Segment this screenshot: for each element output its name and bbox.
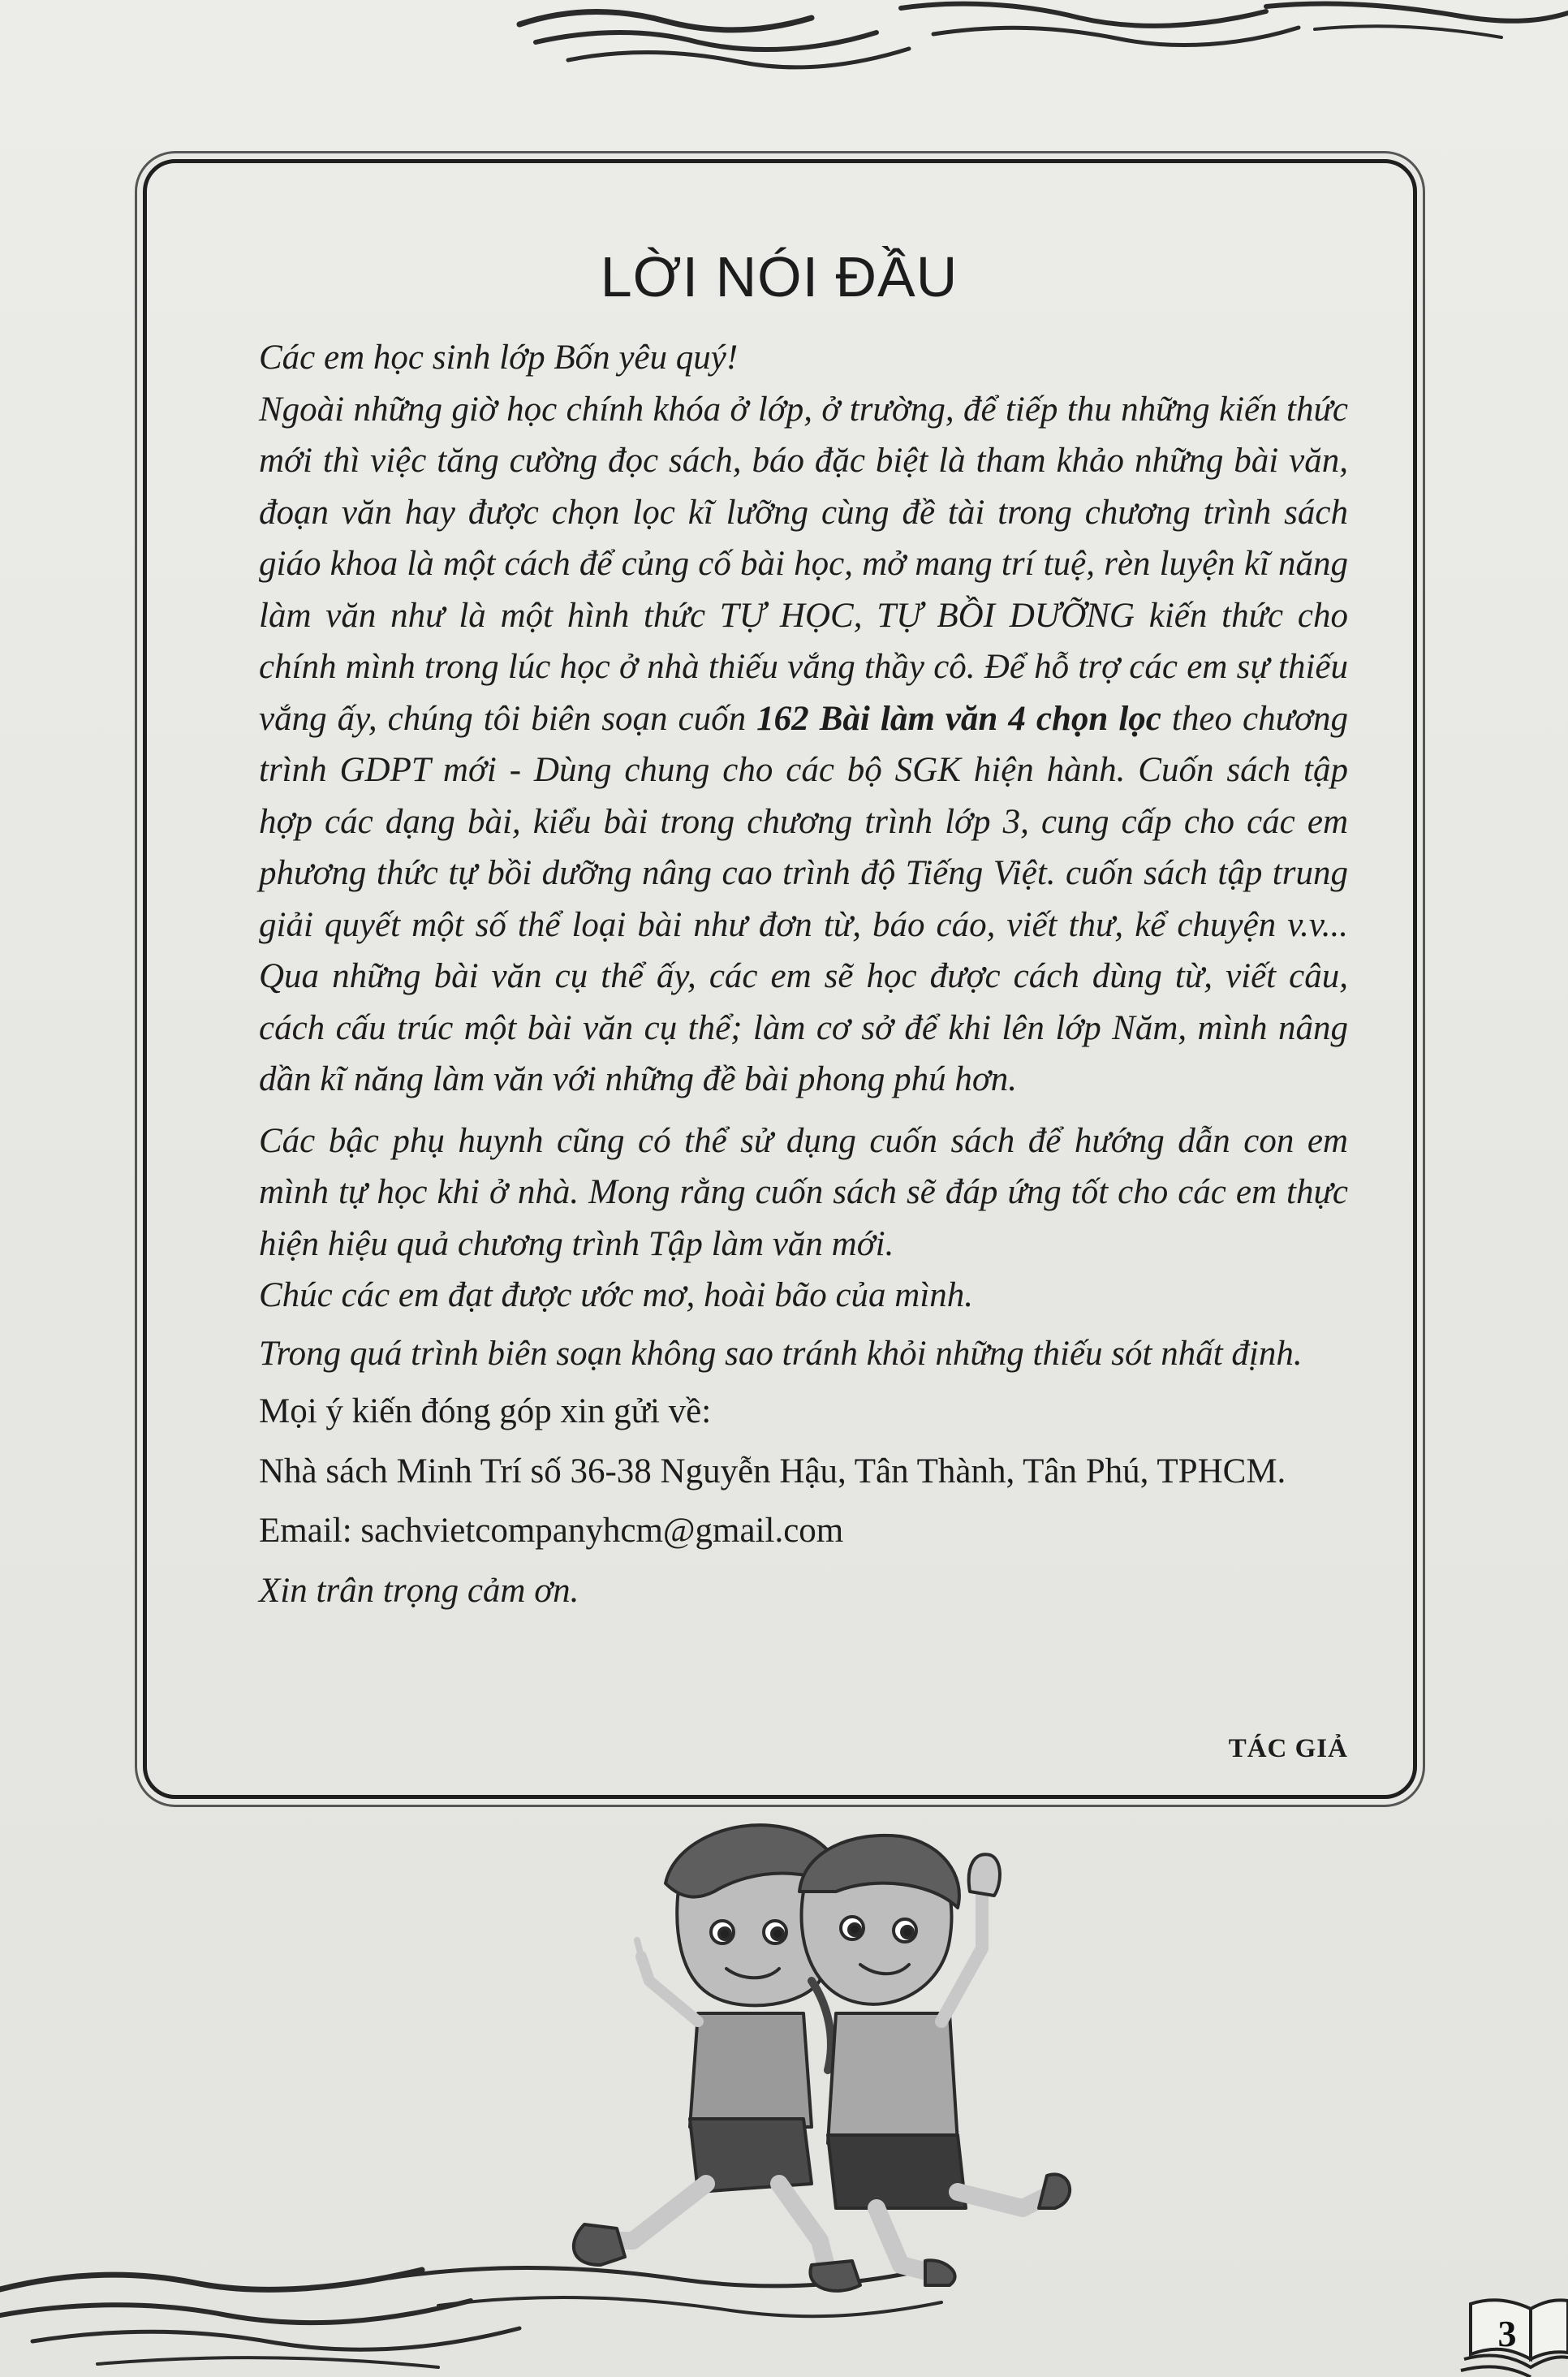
apology-line: Trong quá trình biên soạn không sao tránh khỏi những thiếu sót nhất định. <box>259 1334 1303 1373</box>
bottom-wave-ornament <box>0 2267 941 2367</box>
feedback-intro: Mọi ý kiến đóng góp xin gửi về: <box>259 1392 712 1430</box>
thanks-line: Xin trân trọng cảm ơn. <box>259 1571 579 1610</box>
top-wave-ornament <box>519 3 1568 67</box>
page-title: LỜI NÓI ĐẦU <box>600 245 958 308</box>
preface-frame <box>143 159 1417 1799</box>
page-number: 3 <box>1497 2313 1517 2354</box>
preface-content <box>147 163 1413 1795</box>
parents-paragraph: Các bậc phụ huynh cũng có thể sử dụng cuốn sách để hướng dẫn con em mình tự học khi ở nhà. Mong rằng cuốn sách sẽ đáp ứng tốt cho các em thực hiện hiệu quả chương trình Tập làm văn mới. <box>259 1121 1348 1263</box>
paragraph-spacer <box>259 1106 1348 1115</box>
author-signature: TÁC GIẢ <box>1228 1734 1348 1763</box>
intro-paragraph <box>259 384 1348 1106</box>
children-illustration <box>574 1825 1070 2291</box>
email-line: Email: sachvietcompanyhcm@gmail.com <box>259 1512 844 1550</box>
intro-text-start: Ngoài những giờ học chính khóa ở lớp, ở trường, để tiếp thu những kiến thức mới thì việc tăng cường đọc sách, báo đặc biệt là tham khảo những bài văn, đoạn văn hay được chọn lọc kĩ lưỡng cùng đề tài trong chương trình sách giáo khoa là một cách để củng cố bài học, mở mang trí tuệ, rèn luyện kĩ năng làm văn như là một hình thức TỰ HỌC, TỰ BỒI DƯỠNG kiến thức cho chính mình trong lúc học ở nhà thiếu vắng thầy cô. Để hỗ trợ các em sự thiếu vắng ấy, chúng tôi biên soạn cuốn <box>259 390 1348 738</box>
wish-line: Chúc các em đạt được ước mơ, hoài bão của mình. <box>259 1276 974 1314</box>
intro-text-end: theo chương trình GDPT mới - Dùng chung cho các bộ SGK hiện hành. Cuốn sách tập hợp các dạng bài, kiểu bài trong chương trình lớp 3, cung cấp cho các em phương thức tự bồi dưỡng nâng cao trình độ Tiếng Việt. cuốn sách tập trung giải quyết một số thể loại bài như đơn từ, báo cáo, viết thư, kể chuyện v.v... Qua những bài văn cụ thể ấy, các em sẽ học được cách dùng từ, viết câu, cách cấu trúc một bài văn cụ thể; làm cơ sở để khi lên lớp Năm, mình nâng dần kĩ năng làm văn với những đề bài phong phú hơn. <box>259 699 1348 1098</box>
book-title: 162 Bài làm văn 4 chọn lọc <box>756 699 1161 738</box>
salutation: Các em học sinh lớp Bốn yêu quý! <box>259 339 739 377</box>
address-line: Nhà sách Minh Trí số 36-38 Nguyễn Hậu, Tân Thành, Tân Phú, TPHCM. <box>259 1452 1286 1490</box>
